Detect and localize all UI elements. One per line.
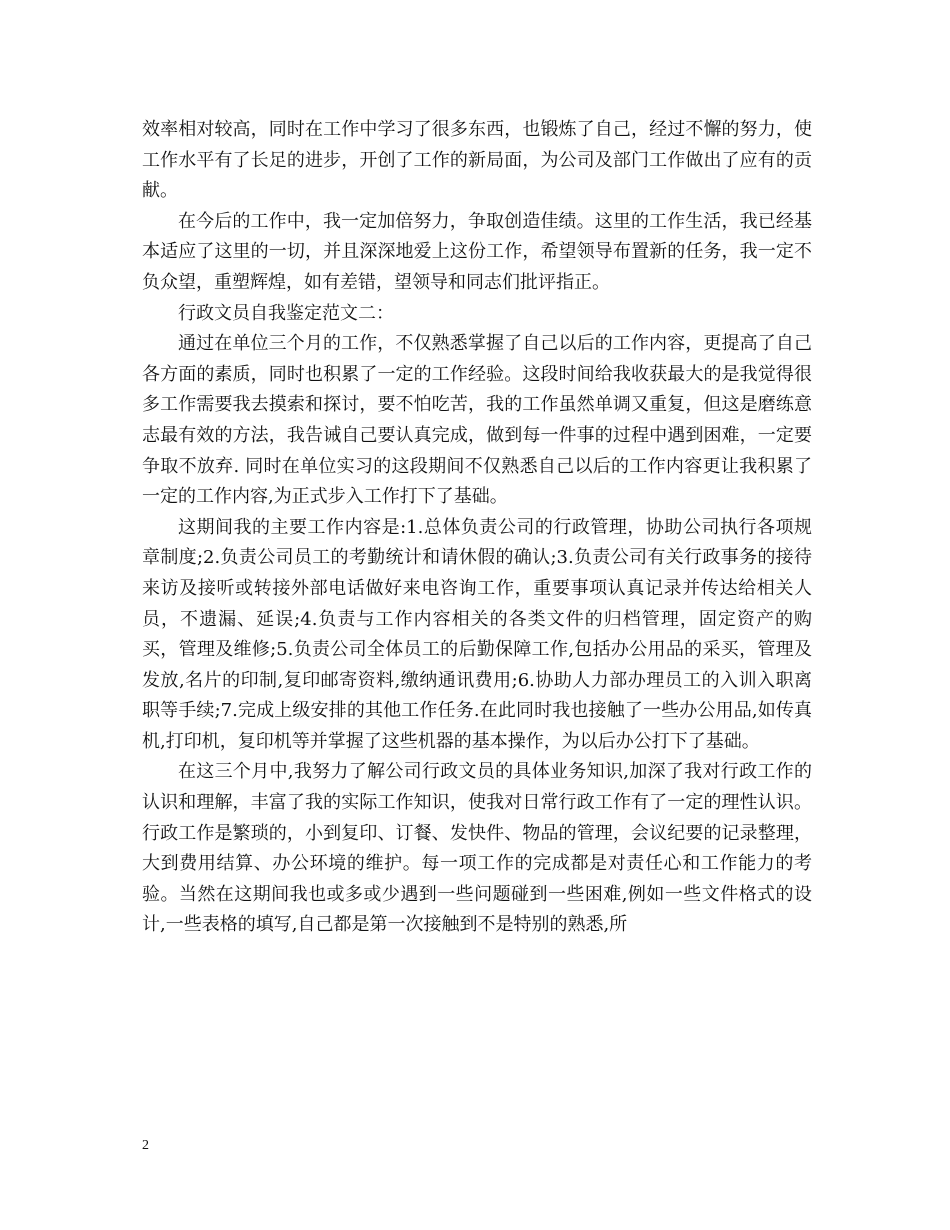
section-heading: 行政文员自我鉴定范文二： <box>178 302 394 324</box>
paragraph: 在这三个月中,我努力了解公司行政文员的具体业务知识,加深了我对行政工作的认识和理解，丰富了我的实际工作知识，使我对日常行政工作有了一定的理性认识。行政工作是繁琐的，小到复印、订餐、发快件、物品的管理，会议纪要的记录整理，大到费用结算、办公环境的维护。每一项工作的完成都是对责任心和工作能力的考验。当然在这期间我也或多或少遇到一些问题碰到一些困难,例如一些文件格式的设计,一些表格的填写,自己都是第一次接触到不是特别的熟悉,所 <box>142 761 812 936</box>
page-number: 2 <box>142 1138 149 1153</box>
paragraph: 通过在单位三个月的工作，不仅熟悉掌握了自己以后的工作内容，更提高了自己各方面的素质，同时也积累了一定的工作经验。这段时间给我收获最大的是我觉得很多工作需要我去摸索和探讨，要不怕吃苦，我的工作虽然单调又重复，但这是磨练意志最有效的方法，我告诫自己要认真完成，做到每一件事的过程中遇到困难，一定要争取不放弃. 同时在单位实习的这段期间不仅熟悉自己以后的工作内容更让我积累了一定的工作内容,为正式步入工作打下了基础。 <box>142 333 812 508</box>
document-body <box>142 115 812 941</box>
paragraph: 在今后的工作中，我一定加倍努力，争取创造佳绩。这里的工作生活，我已经基本适应了这里的一切，并且深深地爱上这份工作，希望领导布置新的任务，我一定不负众望，重塑辉煌，如有差错，望领导和同志们批评指正。 <box>142 210 812 293</box>
paragraph: 这期间我的主要工作内容是:1.总体负责公司的行政管理，协助公司执行各项规章制度;2.负责公司员工的考勤统计和请休假的确认;3.负责公司有关行政事务的接待来访及接听或转接外部电话做好来电咨询工作，重要事项认真记录并传达给相关人员，不遗漏、延误;4.负责与工作内容相关的各类文件的归档管理，固定资产的购买，管理及维修;5.负责公司全体员工的后勤保障工作,包括办公用品的采买，管理及发放,名片的印制,复印邮寄资料,缴纳通讯费用;6.协助人力部办理员工的入训入职离职等手续;7.完成上级安排的其他工作任务.在此同时我也接触了一些办公用品,如传真机,打印机，复印机等并掌握了这些机器的基本操作，为以后办公打下了基础。 <box>142 516 812 752</box>
paragraph-continuation: 效率相对较高，同时在工作中学习了很多东西，也锻炼了自己，经过不懈的努力，使工作水平有了长足的进步，开创了工作的新局面，为公司及部门工作做出了应有的贡献。 <box>142 119 812 202</box>
